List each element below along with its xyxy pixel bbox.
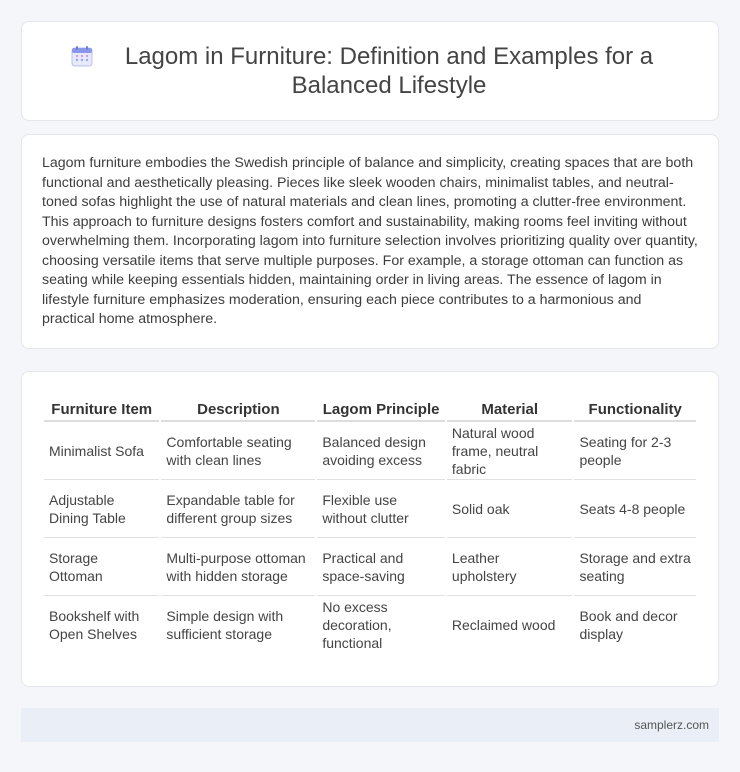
table-row [44,538,696,596]
footer [21,708,719,742]
table-cell: Minimalist Sofa [44,422,159,480]
title-wrap [70,42,670,100]
table-cell: Multi-purpose ottoman with hidden storage [161,538,315,596]
column-header: Furniture Item [44,392,159,422]
table-cell: Book and decor display [579,607,678,642]
page-title: Lagom in Furniture: Definition and Examples for a Balanced Lifestyle [124,43,654,99]
table-cell: Storage and extra seating [574,538,696,596]
intro-paragraph: Lagom furniture embodies the Swedish principle of balance and simplicity, creating spaces that are both functional and aesthetically pleasing. Pieces like sleek wooden chairs, minimalist tables, and neutral-toned sofas highlight the use of natural materials and clean lines, promoting a clutter-free environment. This approach to furniture designs fosters comfort and sustainability, making rooms feel inviting without overwhelming them. Incorporating lagom into furniture selection involves prioritizing quality over quantity, choosing versatile items that serve multiple purposes. For example, a storage ottoman can function as seating while keeping essentials hidden, maintaining order in living areas. The essence of lagom in lifestyle furniture emphasizes moderation, ensuring each piece contributes to a harmonious and practical home atmosphere. [42,155,698,327]
table-cell: Seats 4-8 people [574,480,696,538]
table-cell: Leather upholstery [447,538,573,596]
column-header: Description [161,392,315,422]
furniture-table [42,392,698,653]
table-card [21,371,719,687]
intro-card [21,134,719,349]
table-row [44,422,696,480]
table-cell: Simple design with sufficient storage [166,607,284,642]
table-cell: Solid oak [447,480,573,538]
calendar-icon [70,44,94,68]
title-card [21,21,719,121]
table-cell: Seating for 2-3 people [574,422,696,480]
table-cell: No excess decoration, functional [322,598,392,651]
column-header: Functionality [574,392,696,422]
column-header: Material [447,392,573,422]
column-header: Lagom Principle [317,392,445,422]
table-cell: Adjustable Dining Table [44,480,159,538]
table-cell: Expandable table for different group sizes [161,480,315,538]
table-cell: Flexible use without clutter [317,480,445,538]
table-cell: Practical and space-saving [317,538,445,596]
table-cell: Reclaimed wood [451,616,556,633]
table-cell: Balanced design avoiding excess [317,422,445,480]
table-row [44,596,696,653]
table-header-row [44,392,696,422]
table-row [44,480,696,538]
table-cell: Natural wood frame, neutral fabric [447,422,573,480]
table-cell: Storage Ottoman [44,538,159,596]
table-cell: Comfortable seating with clean lines [161,422,315,480]
footer-site-link[interactable]: samplerz.com [634,718,709,732]
table-cell: Bookshelf with Open Shelves [49,607,140,642]
